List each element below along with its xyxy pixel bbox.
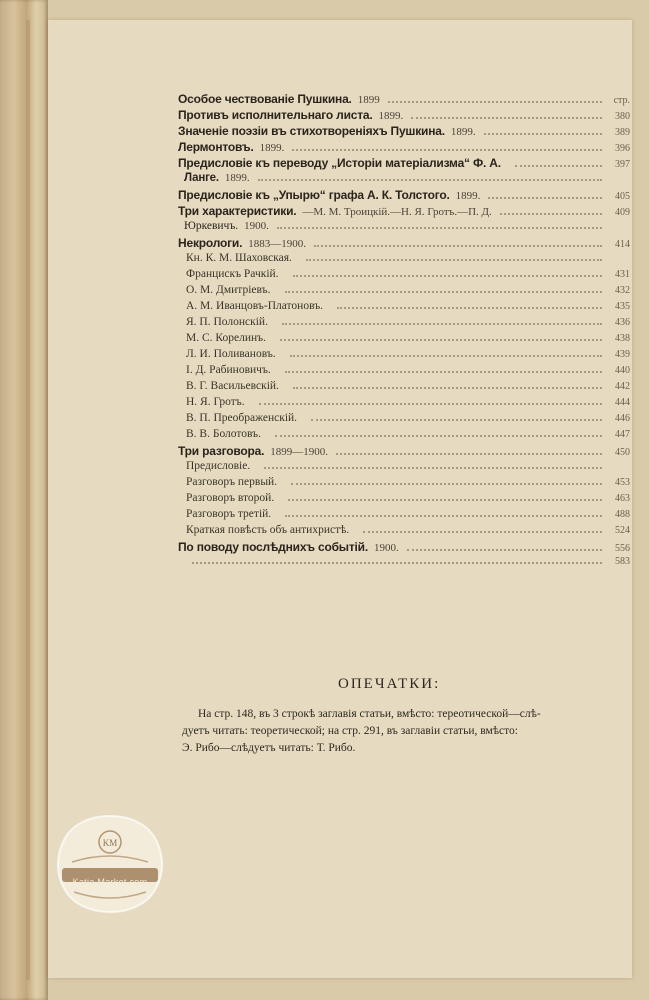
- toc-entry-year: 1900.: [244, 220, 269, 232]
- toc-entry-title: О. М. Дмитріевъ.: [186, 284, 271, 296]
- toc-entry-title: І. Д. Рабиновичъ.: [186, 364, 271, 376]
- toc-leader-dots: [277, 227, 602, 229]
- toc-entry-title: Юркевичъ.: [184, 220, 239, 232]
- toc-leader-dots: [484, 133, 602, 135]
- toc-leader-dots: [407, 549, 602, 551]
- toc-entry: [178, 284, 630, 298]
- toc-page-number: 439: [615, 349, 630, 360]
- toc-entry-title: Противъ исполнительнаго листа.: [178, 108, 373, 122]
- toc-entry-title: Ланге.: [184, 172, 219, 184]
- toc-leader-dots: [192, 562, 602, 564]
- errata-line-3: Э. Рибо—слѣдуетъ читать: Т. Рибо.: [182, 742, 356, 754]
- errata-heading: ОПЕЧАТКИ:: [338, 676, 441, 692]
- toc-page-number: 380: [615, 111, 630, 122]
- toc-page-number: 440: [615, 365, 630, 376]
- toc-page-number: 436: [615, 317, 630, 328]
- toc-entry-title: Предисловіе къ „Упырю“ графа А. К. Толстого.: [178, 188, 450, 202]
- toc-leader-dots: [388, 101, 602, 103]
- toc-entry-title: В. П. Преображенскій.: [186, 412, 298, 424]
- table-of-contents: [178, 92, 630, 572]
- toc-entry: [178, 316, 630, 330]
- toc-leader-dots: [259, 403, 602, 405]
- toc-entry: [178, 252, 630, 266]
- toc-entry-title: В. Г. Васильевскій.: [186, 380, 279, 392]
- toc-entry: [178, 428, 630, 442]
- toc-entry-year: —М. М. Троицкій.—Н. Я. Гротъ.—П. Д.: [302, 206, 492, 218]
- toc-entry-title: По поводу послѣднихъ событій.: [178, 540, 368, 554]
- toc-entry-title: Разговоръ второй.: [186, 492, 275, 504]
- toc-leader-dots: [288, 499, 602, 501]
- toc-page-number: 444: [615, 397, 630, 408]
- toc-entry: [178, 268, 630, 282]
- toc-entry-title: Лермонтовъ.: [178, 140, 254, 154]
- toc-page-number: 446: [615, 413, 630, 424]
- toc-page-number: стр.: [613, 95, 630, 106]
- toc-entry: [178, 300, 630, 314]
- toc-entry-year: 1899.: [455, 190, 481, 202]
- toc-page-number: 450: [615, 447, 630, 458]
- toc-entry: [178, 236, 630, 250]
- errata-line-1: На стр. 148, въ 3 строкѣ заглавія статьи, вмѣсто: тереотической—слѣ-: [198, 708, 541, 720]
- toc-entry-year: 1899.: [450, 126, 476, 138]
- toc-entry-title: Разговоръ третій.: [186, 508, 272, 520]
- toc-leader-dots: [264, 467, 602, 469]
- toc-entry-title: Некрологи.: [178, 236, 243, 250]
- toc-page-number: 453: [615, 477, 630, 488]
- errata-line-2: дуетъ читать: теоретической; на стр. 291, въ заглавіи статьи, вмѣсто:: [182, 725, 518, 737]
- toc-entry-title: Три разговора.: [178, 444, 265, 458]
- toc-entry-year: 1899: [357, 94, 380, 106]
- toc-entry: [178, 92, 630, 106]
- toc-page-number: 432: [615, 285, 630, 296]
- toc-leader-dots: [293, 275, 602, 277]
- toc-leader-dots: [280, 339, 602, 341]
- toc-entry: [178, 396, 630, 410]
- toc-entry-title: Разговоръ первый.: [186, 476, 278, 488]
- toc-entry: [178, 476, 630, 490]
- toc-entry-year: 1899.: [224, 172, 250, 184]
- toc-entry: [178, 348, 630, 362]
- toc-leader-dots: [290, 355, 602, 357]
- toc-entry-title: Три характеристики.: [178, 204, 297, 218]
- watermark-seal-icon: [52, 812, 168, 916]
- toc-page-number: 409: [615, 207, 630, 218]
- toc-page-number: 438: [615, 333, 630, 344]
- toc-leader-dots: [337, 307, 602, 309]
- toc-entry-title: В. В. Болотовъ.: [186, 428, 261, 440]
- toc-page-number: 556: [615, 543, 630, 554]
- toc-leader-dots: [291, 483, 602, 485]
- toc-entry: [178, 412, 630, 426]
- toc-leader-dots: [275, 435, 602, 437]
- toc-entry-title: Особое чествованіе Пушкина.: [178, 92, 352, 106]
- toc-entry: [178, 556, 630, 570]
- toc-entry: [178, 492, 630, 506]
- toc-entry-year: 1900.: [373, 542, 399, 554]
- book-spine: [0, 0, 48, 1000]
- toc-page-number: 389: [615, 127, 630, 138]
- toc-entry-title: А. М. Иванцовъ-Платоновъ.: [186, 300, 324, 312]
- toc-leader-dots: [515, 165, 602, 167]
- toc-leader-dots: [363, 531, 602, 533]
- toc-page-number: 397: [615, 159, 630, 170]
- toc-page-number: 405: [615, 191, 630, 202]
- toc-leader-dots: [285, 371, 602, 373]
- toc-leader-dots: [285, 291, 603, 293]
- toc-entry-title: Предисловіе.: [186, 460, 251, 472]
- toc-leader-dots: [500, 213, 602, 215]
- toc-entry-title: Кн. К. М. Шаховская.: [186, 252, 292, 264]
- toc-page-number: 435: [615, 301, 630, 312]
- toc-entry: [178, 140, 630, 154]
- toc-entry-title: Н. Я. Гротъ.: [186, 396, 245, 408]
- toc-entry: [178, 172, 630, 186]
- toc-leader-dots: [282, 323, 602, 325]
- toc-entry: [178, 156, 630, 170]
- toc-entry-year: 1899.: [378, 110, 404, 122]
- toc-entry-year: 1899.: [259, 142, 285, 154]
- toc-page-number: 583: [615, 556, 630, 567]
- toc-leader-dots: [306, 259, 602, 261]
- toc-entry-title: Краткая повѣсть объ антихристѣ.: [186, 524, 350, 536]
- toc-leader-dots: [488, 197, 602, 199]
- toc-page-number: 447: [615, 429, 630, 440]
- toc-page-number: 463: [615, 493, 630, 504]
- toc-leader-dots: [411, 117, 602, 119]
- toc-entry: [178, 380, 630, 394]
- toc-leader-dots: [336, 453, 602, 455]
- toc-leader-dots: [293, 387, 602, 389]
- toc-entry: [178, 444, 630, 458]
- watermark-brand: Katia Market.com: [72, 877, 148, 887]
- toc-leader-dots: [314, 245, 602, 247]
- toc-entry-title: Францискъ Рачкій.: [186, 268, 279, 280]
- toc-entry-title: М. С. Корелинъ.: [186, 332, 266, 344]
- toc-entry: [178, 332, 630, 346]
- toc-page-number: 396: [615, 143, 630, 154]
- watermark-monogram: KM: [102, 838, 118, 848]
- toc-entry: [178, 460, 630, 474]
- toc-leader-dots: [311, 419, 602, 421]
- toc-page-number: 488: [615, 509, 630, 520]
- toc-entry: [178, 108, 630, 122]
- toc-entry: [178, 364, 630, 378]
- spine-edge: [26, 20, 30, 980]
- toc-page-number: 442: [615, 381, 630, 392]
- errata-text: [182, 706, 622, 757]
- toc-leader-dots: [292, 149, 602, 151]
- toc-entry: [178, 524, 630, 538]
- toc-entry: [178, 204, 630, 218]
- toc-page-number: 524: [615, 525, 630, 536]
- toc-entry-title: Значеніе поэзіи въ стихотвореніяхъ Пушкина.: [178, 124, 445, 138]
- toc-leader-dots: [285, 515, 602, 517]
- toc-page-number: 431: [615, 269, 630, 280]
- toc-entry: [178, 508, 630, 522]
- toc-entry-title: Л. И. Поливановъ.: [186, 348, 276, 360]
- toc-entry: [178, 124, 630, 138]
- toc-entry-year: 1899—1900.: [270, 446, 329, 458]
- toc-entry: [178, 540, 630, 554]
- toc-page-number: 414: [615, 239, 630, 250]
- toc-entry-title: Предисловіе къ переводу „Исторіи матеріализма“ Ф. А.: [178, 156, 501, 170]
- toc-leader-dots: [258, 179, 602, 181]
- toc-entry: [178, 188, 630, 202]
- toc-entry-title: Я. П. Полонскій.: [186, 316, 268, 328]
- toc-entry: [178, 220, 630, 234]
- toc-entry-year: 1883—1900.: [248, 238, 306, 250]
